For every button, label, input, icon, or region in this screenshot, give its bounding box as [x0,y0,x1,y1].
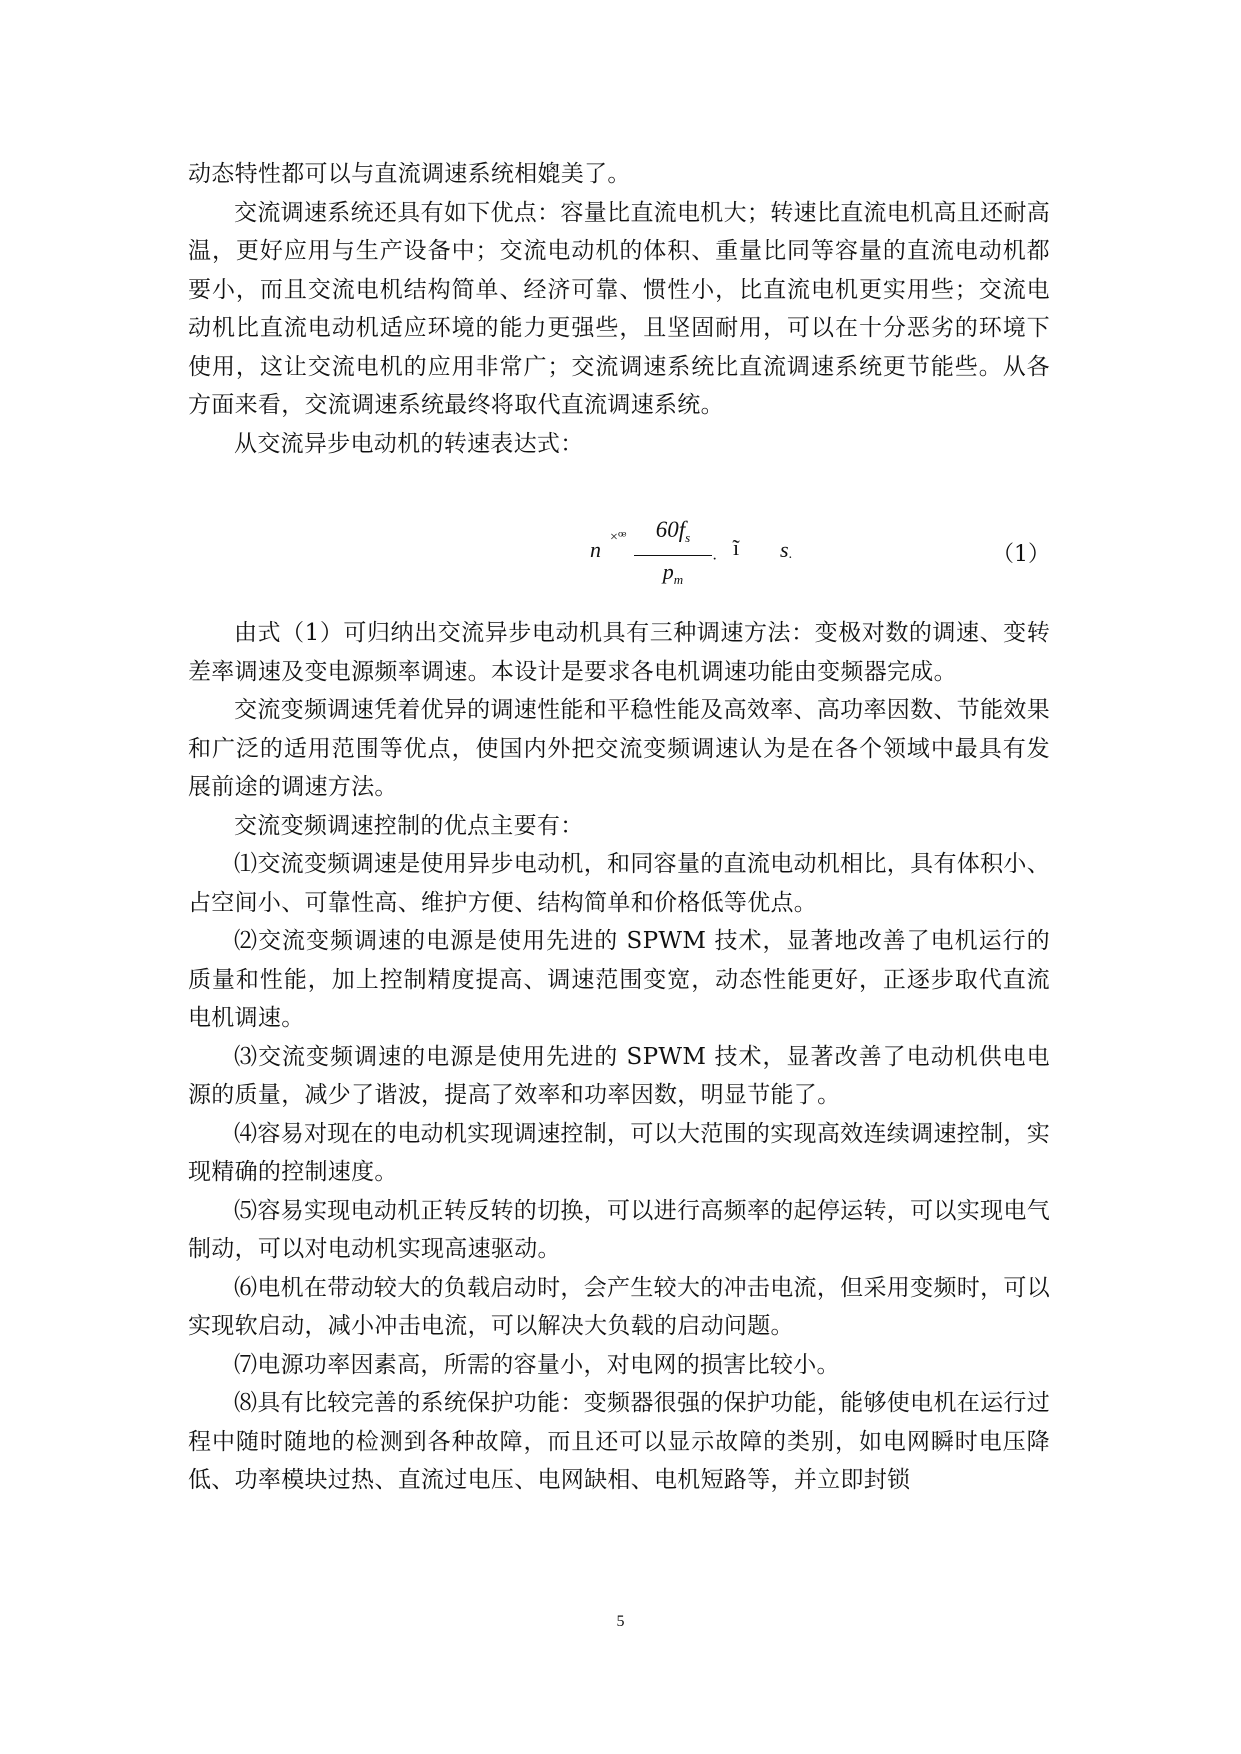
page-number: 5 [616,1613,625,1630]
list-item-7: ⑺电源功率因素高，所需的容量小，对电网的损害比较小。 [234,1351,840,1378]
list-item-8: ⑻具有比较完善的系统保护功能：变频器很强的保护功能，能够使电机在运行过程中随时随地的检测到各种故障，而且还可以显示故障的类别，如电网瞬时电压降低、功率模块过热、直流过电压、电网缺相、电机短路等，并立即封锁 [188,1390,1050,1493]
list-item-2: ⑵交流变频调速的电源是使用先进的 SPWM 技术，显著地改善了电机运行的质量和性能，加上控制精度提高、调速范围变宽，动态性能更好，正逐步取代直流电机调速。 [188,928,1050,1031]
list-item-5: ⑸容易实现电动机正转反转的切换，可以进行高频率的起停运转，可以实现电气制动，可以对电动机实现高速驱动。 [188,1197,1050,1262]
formula-rhs: s [780,537,789,562]
paragraph-continuation: 动态特性都可以与直流调速系统相媲美了。 [188,161,631,187]
formula-middle-term: ĩ [733,535,740,560]
list-item-3: ⑶交流变频调速的电源是使用先进的 SPWM 技术，显著改善了电动机供电电源的质量，减少了谐波，提高了效率和功率因数，明显节能了。 [188,1043,1050,1108]
formula-denominator: $p_m$ [662,559,684,587]
paragraph-vf-merits: 交流变频调速凭着优异的调速性能和平稳性能及高效率、高功率因数、节能效果和广泛的适用范围等优点，使国内外把交流变频调速认为是在各个领域中最具有发展前途的调速方法。 [188,697,1050,800]
paragraph-advantages-intro: 交流变频调速控制的优点主要有： [234,812,584,839]
formula-fraction [628,515,718,594]
speed-formula [540,515,1060,595]
list-item-4: ⑷容易对现在的电动机实现调速控制，可以大范围的实现高效连续调速控制，实现精确的控制速度。 [188,1120,1050,1185]
body-text-top [188,155,1050,463]
formula-equals-glyph: ×ꟹ [610,530,627,545]
list-item-6: ⑹电机在带动较大的负载启动时，会产生较大的冲击电流，但采用变频时，可以实现软启动，减小冲击电流，可以解决大负载的启动问题。 [188,1274,1050,1339]
formula-lhs: n [590,537,601,562]
formula-rhs-dot: · [788,551,793,566]
paragraph-three-methods: 由式（1）可归纳出交流异步电动机具有三种调速方法：变极对数的调速、变转差率调速及变电源频率调速。本设计是要求各电机调速功能由变频器完成。 [188,620,1050,685]
formula-number-label: （1） [992,542,1050,567]
body-text-bottom [188,614,1050,1500]
list-item-1: ⑴交流变频调速是使用异步电动机，和同容量的直流电动机相比，具有体积小、占空间小、可靠性高、维护方便、结构简单和价格低等优点。 [188,851,1050,916]
formula-numerator: $60f_s$ [655,517,691,545]
paragraph-ac-advantages: 交流调速系统还具有如下优点：容量比直流电机大；转速比直流电机高且还耐高温，更好应用与生产设备中；交流电动机的体积、重量比同等容量的直流电动机都要小，而且交流电机结构简单、经济可靠、惯性小，比直流电机更实用些；交流电动机比直流电动机适应环境的能力更强些，且坚固耐用，可以在十分恶劣的环境下使用，这让交流电机的应用非常广；交流调速系统比直流调速系统更节能些。从各方面来看，交流调速系统最终将取代直流调速系统。 [188,199,1050,418]
formula-fraction-bar [634,555,712,556]
formula-dot: · [712,551,718,568]
paragraph-speed-expression-intro: 从交流异步电动机的转速表达式： [234,430,584,457]
